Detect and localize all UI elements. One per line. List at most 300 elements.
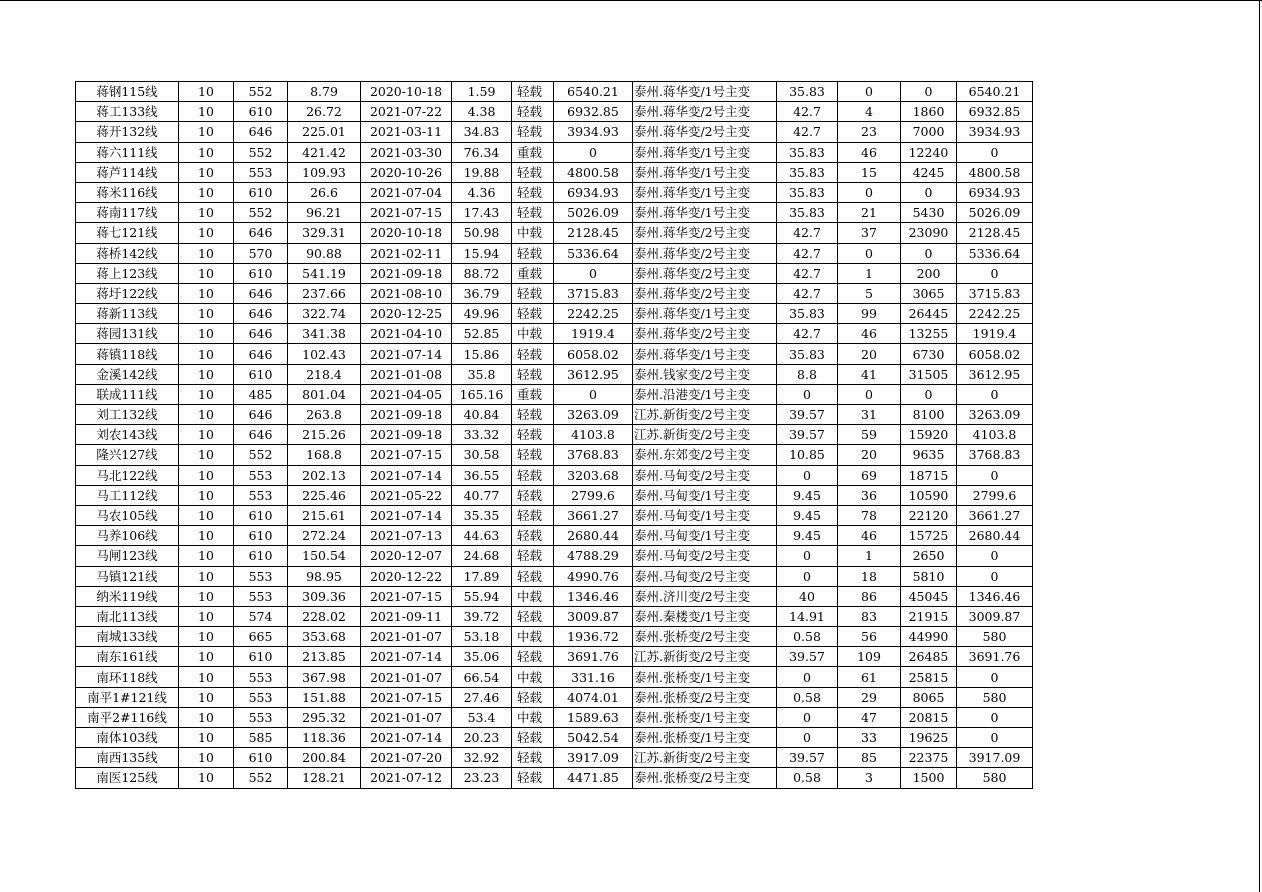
count-cell: 61 (838, 667, 901, 687)
date-cell: 2021-03-11 (361, 122, 452, 142)
rated-current-cell: 553 (234, 162, 288, 182)
count-cell: 29 (838, 687, 901, 707)
max-current-cell: 213.85 (288, 647, 361, 667)
date-cell: 2021-09-18 (361, 263, 452, 283)
substation-transformer-cell: 泰州.沿港变/1号主变 (633, 384, 777, 404)
voltage-cell: 10 (179, 324, 234, 344)
date-cell: 2021-07-20 (361, 748, 452, 768)
available-capacity-cell: 6932.85 (554, 102, 633, 122)
count-cell: 20 (838, 445, 901, 465)
table-row (76, 324, 1033, 344)
transformer-margin-cell: 39.57 (777, 748, 838, 768)
date-cell: 2021-04-10 (361, 324, 452, 344)
available-capacity-cell: 3934.93 (554, 122, 633, 142)
date-cell: 2021-08-10 (361, 283, 452, 303)
count-cell: 59 (838, 425, 901, 445)
rated-current-cell: 552 (234, 82, 288, 102)
line-name-cell: 蒋新113线 (76, 304, 179, 324)
max-current-cell: 215.61 (288, 505, 361, 525)
transformer-margin-cell: 35.83 (777, 344, 838, 364)
load-rate-cell: 30.58 (452, 445, 512, 465)
table-row (76, 606, 1033, 626)
load-status-cell: 轻载 (512, 364, 554, 384)
transformer-margin-cell: 35.83 (777, 203, 838, 223)
rated-current-cell: 610 (234, 182, 288, 202)
date-cell: 2021-07-15 (361, 445, 452, 465)
capacity-cell: 7000 (901, 122, 957, 142)
capacity-cell: 22120 (901, 505, 957, 525)
voltage-cell: 10 (179, 667, 234, 687)
table-body (76, 82, 1033, 789)
count-cell: 37 (838, 223, 901, 243)
count-cell: 23 (838, 122, 901, 142)
rated-current-cell: 610 (234, 647, 288, 667)
count-cell: 69 (838, 465, 901, 485)
date-cell: 2021-09-18 (361, 425, 452, 445)
substation-transformer-cell: 泰州.张桥变/2号主变 (633, 768, 777, 788)
final-capacity-cell: 2242.25 (957, 304, 1033, 324)
max-current-cell: 237.66 (288, 283, 361, 303)
transformer-margin-cell: 42.7 (777, 102, 838, 122)
substation-transformer-cell: 泰州.马甸变/1号主变 (633, 505, 777, 525)
table-row (76, 304, 1033, 324)
voltage-cell: 10 (179, 243, 234, 263)
rated-current-cell: 610 (234, 364, 288, 384)
line-name-cell: 蒋六111线 (76, 142, 179, 162)
count-cell: 86 (838, 586, 901, 606)
line-name-cell: 蒋工133线 (76, 102, 179, 122)
substation-transformer-cell: 泰州.马甸变/2号主变 (633, 465, 777, 485)
voltage-cell: 10 (179, 344, 234, 364)
load-rate-cell: 36.55 (452, 465, 512, 485)
max-current-cell: 215.26 (288, 425, 361, 445)
final-capacity-cell: 3661.27 (957, 505, 1033, 525)
max-current-cell: 225.01 (288, 122, 361, 142)
date-cell: 2021-09-18 (361, 405, 452, 425)
date-cell: 2021-01-08 (361, 364, 452, 384)
available-capacity-cell: 1346.46 (554, 586, 633, 606)
count-cell: 0 (838, 182, 901, 202)
max-current-cell: 218.4 (288, 364, 361, 384)
transformer-margin-cell: 35.83 (777, 162, 838, 182)
line-name-cell: 蒋园131线 (76, 324, 179, 344)
available-capacity-cell: 5026.09 (554, 203, 633, 223)
date-cell: 2021-07-14 (361, 728, 452, 748)
capacity-cell: 4245 (901, 162, 957, 182)
count-cell: 36 (838, 485, 901, 505)
substation-transformer-cell: 江苏.新街变/2号主变 (633, 425, 777, 445)
table-row (76, 586, 1033, 606)
substation-transformer-cell: 泰州.蒋华变/1号主变 (633, 82, 777, 102)
voltage-cell: 10 (179, 364, 234, 384)
available-capacity-cell: 4471.85 (554, 768, 633, 788)
available-capacity-cell: 2128.45 (554, 223, 633, 243)
line-name-cell: 蒋芦114线 (76, 162, 179, 182)
table-row (76, 687, 1033, 707)
line-name-cell: 纳米119线 (76, 586, 179, 606)
max-current-cell: 341.38 (288, 324, 361, 344)
count-cell: 78 (838, 505, 901, 525)
line-name-cell: 马养106线 (76, 526, 179, 546)
load-rate-cell: 55.94 (452, 586, 512, 606)
rated-current-cell: 553 (234, 667, 288, 687)
substation-transformer-cell: 江苏.新街变/2号主变 (633, 748, 777, 768)
load-status-cell: 轻载 (512, 243, 554, 263)
load-status-cell: 轻载 (512, 748, 554, 768)
table-row (76, 203, 1033, 223)
table-row (76, 627, 1033, 647)
load-status-cell: 轻载 (512, 526, 554, 546)
load-status-cell: 轻载 (512, 546, 554, 566)
transformer-margin-cell: 14.91 (777, 606, 838, 626)
count-cell: 109 (838, 647, 901, 667)
load-status-cell: 重载 (512, 142, 554, 162)
substation-transformer-cell: 泰州.蒋华变/2号主变 (633, 122, 777, 142)
voltage-cell: 10 (179, 606, 234, 626)
count-cell: 46 (838, 324, 901, 344)
load-rate-cell: 17.43 (452, 203, 512, 223)
max-current-cell: 98.95 (288, 566, 361, 586)
max-current-cell: 367.98 (288, 667, 361, 687)
available-capacity-cell: 2799.6 (554, 485, 633, 505)
substation-transformer-cell: 泰州.蒋华变/1号主变 (633, 203, 777, 223)
transformer-margin-cell: 10.85 (777, 445, 838, 465)
final-capacity-cell: 0 (957, 707, 1033, 727)
voltage-cell: 10 (179, 485, 234, 505)
substation-transformer-cell: 泰州.张桥变/1号主变 (633, 667, 777, 687)
count-cell: 46 (838, 142, 901, 162)
voltage-cell: 10 (179, 142, 234, 162)
capacity-cell: 2650 (901, 546, 957, 566)
load-status-cell: 轻载 (512, 505, 554, 525)
load-rate-cell: 15.86 (452, 344, 512, 364)
table-row (76, 667, 1033, 687)
available-capacity-cell: 6540.21 (554, 82, 633, 102)
date-cell: 2020-10-26 (361, 162, 452, 182)
voltage-cell: 10 (179, 283, 234, 303)
table-row (76, 102, 1033, 122)
date-cell: 2021-07-15 (361, 687, 452, 707)
max-current-cell: 109.93 (288, 162, 361, 182)
final-capacity-cell: 4103.8 (957, 425, 1033, 445)
final-capacity-cell: 0 (957, 728, 1033, 748)
date-cell: 2021-07-15 (361, 203, 452, 223)
voltage-cell: 10 (179, 546, 234, 566)
load-rate-cell: 35.35 (452, 505, 512, 525)
date-cell: 2021-07-22 (361, 102, 452, 122)
count-cell: 41 (838, 364, 901, 384)
count-cell: 18 (838, 566, 901, 586)
transformer-margin-cell: 0.58 (777, 627, 838, 647)
page-top-border (0, 0, 1262, 1)
capacity-cell: 1500 (901, 768, 957, 788)
substation-transformer-cell: 泰州.张桥变/1号主变 (633, 728, 777, 748)
capacity-cell: 1860 (901, 102, 957, 122)
transformer-margin-cell: 40 (777, 586, 838, 606)
available-capacity-cell: 3009.87 (554, 606, 633, 626)
voltage-cell: 10 (179, 223, 234, 243)
available-capacity-cell: 6934.93 (554, 182, 633, 202)
transformer-margin-cell: 0.58 (777, 687, 838, 707)
count-cell: 56 (838, 627, 901, 647)
available-capacity-cell: 3917.09 (554, 748, 633, 768)
max-current-cell: 26.72 (288, 102, 361, 122)
load-status-cell: 中载 (512, 223, 554, 243)
max-current-cell: 801.04 (288, 384, 361, 404)
final-capacity-cell: 3768.83 (957, 445, 1033, 465)
load-rate-cell: 15.94 (452, 243, 512, 263)
available-capacity-cell: 3203.68 (554, 465, 633, 485)
transformer-margin-cell: 35.83 (777, 142, 838, 162)
table-row (76, 122, 1033, 142)
rated-current-cell: 646 (234, 344, 288, 364)
max-current-cell: 228.02 (288, 606, 361, 626)
table-row (76, 142, 1033, 162)
load-status-cell: 轻载 (512, 647, 554, 667)
load-status-cell: 轻载 (512, 566, 554, 586)
line-name-cell: 隆兴127线 (76, 445, 179, 465)
available-capacity-cell: 5042.54 (554, 728, 633, 748)
substation-transformer-cell: 泰州.蒋华变/2号主变 (633, 263, 777, 283)
final-capacity-cell: 1346.46 (957, 586, 1033, 606)
line-name-cell: 南医125线 (76, 768, 179, 788)
capacity-cell: 8100 (901, 405, 957, 425)
count-cell: 4 (838, 102, 901, 122)
capacity-cell: 15920 (901, 425, 957, 445)
load-status-cell: 中载 (512, 324, 554, 344)
date-cell: 2021-07-13 (361, 526, 452, 546)
voltage-cell: 10 (179, 445, 234, 465)
available-capacity-cell: 3691.76 (554, 647, 633, 667)
line-name-cell: 马工112线 (76, 485, 179, 505)
available-capacity-cell: 4103.8 (554, 425, 633, 445)
table-row (76, 728, 1033, 748)
capacity-cell: 0 (901, 82, 957, 102)
load-rate-cell: 35.8 (452, 364, 512, 384)
date-cell: 2020-10-18 (361, 82, 452, 102)
substation-transformer-cell: 泰州.蒋华变/2号主变 (633, 102, 777, 122)
load-rate-cell: 53.4 (452, 707, 512, 727)
transformer-margin-cell: 39.57 (777, 425, 838, 445)
voltage-cell: 10 (179, 566, 234, 586)
table-row (76, 546, 1033, 566)
transformer-margin-cell: 35.83 (777, 304, 838, 324)
count-cell: 0 (838, 82, 901, 102)
capacity-cell: 12240 (901, 142, 957, 162)
transformer-margin-cell: 9.45 (777, 526, 838, 546)
load-status-cell: 中载 (512, 707, 554, 727)
capacity-cell: 25815 (901, 667, 957, 687)
substation-transformer-cell: 泰州.钱家变/2号主变 (633, 364, 777, 384)
final-capacity-cell: 6540.21 (957, 82, 1033, 102)
voltage-cell: 10 (179, 748, 234, 768)
count-cell: 15 (838, 162, 901, 182)
load-rate-cell: 19.88 (452, 162, 512, 182)
available-capacity-cell: 3661.27 (554, 505, 633, 525)
rated-current-cell: 646 (234, 122, 288, 142)
rated-current-cell: 552 (234, 203, 288, 223)
table-row (76, 768, 1033, 788)
substation-transformer-cell: 泰州.蒋华变/2号主变 (633, 223, 777, 243)
line-name-cell: 南环118线 (76, 667, 179, 687)
voltage-cell: 10 (179, 647, 234, 667)
load-rate-cell: 36.79 (452, 283, 512, 303)
transformer-margin-cell: 35.83 (777, 82, 838, 102)
line-name-cell: 南东161线 (76, 647, 179, 667)
count-cell: 5 (838, 283, 901, 303)
capacity-cell: 13255 (901, 324, 957, 344)
line-name-cell: 蒋桥142线 (76, 243, 179, 263)
voltage-cell: 10 (179, 505, 234, 525)
available-capacity-cell: 5336.64 (554, 243, 633, 263)
rated-current-cell: 646 (234, 223, 288, 243)
substation-transformer-cell: 泰州.马甸变/1号主变 (633, 526, 777, 546)
load-rate-cell: 23.23 (452, 768, 512, 788)
substation-transformer-cell: 泰州.蒋华变/1号主变 (633, 304, 777, 324)
capacity-cell: 26485 (901, 647, 957, 667)
max-current-cell: 309.36 (288, 586, 361, 606)
capacity-cell: 22375 (901, 748, 957, 768)
table-row (76, 707, 1033, 727)
capacity-cell: 10590 (901, 485, 957, 505)
load-rate-cell: 1.59 (452, 82, 512, 102)
count-cell: 85 (838, 748, 901, 768)
table-row (76, 263, 1033, 283)
max-current-cell: 96.21 (288, 203, 361, 223)
load-status-cell: 轻载 (512, 728, 554, 748)
line-name-cell: 马闸123线 (76, 546, 179, 566)
load-status-cell: 轻载 (512, 122, 554, 142)
count-cell: 0 (838, 243, 901, 263)
table-row (76, 82, 1033, 102)
line-name-cell: 蒋米116线 (76, 182, 179, 202)
line-name-cell: 南西135线 (76, 748, 179, 768)
load-status-cell: 轻载 (512, 203, 554, 223)
final-capacity-cell: 0 (957, 142, 1033, 162)
rated-current-cell: 553 (234, 586, 288, 606)
load-status-cell: 轻载 (512, 304, 554, 324)
available-capacity-cell: 3612.95 (554, 364, 633, 384)
max-current-cell: 90.88 (288, 243, 361, 263)
table-row (76, 505, 1033, 525)
final-capacity-cell: 2680.44 (957, 526, 1033, 546)
available-capacity-cell: 331.16 (554, 667, 633, 687)
max-current-cell: 263.8 (288, 405, 361, 425)
capacity-cell: 5810 (901, 566, 957, 586)
load-rate-cell: 39.72 (452, 606, 512, 626)
date-cell: 2021-07-14 (361, 344, 452, 364)
final-capacity-cell: 3691.76 (957, 647, 1033, 667)
rated-current-cell: 553 (234, 465, 288, 485)
load-rate-cell: 20.23 (452, 728, 512, 748)
rated-current-cell: 610 (234, 263, 288, 283)
final-capacity-cell: 4800.58 (957, 162, 1033, 182)
line-name-cell: 南平1#121线 (76, 687, 179, 707)
table-row (76, 485, 1033, 505)
capacity-cell: 18715 (901, 465, 957, 485)
final-capacity-cell: 3009.87 (957, 606, 1033, 626)
final-capacity-cell: 2128.45 (957, 223, 1033, 243)
date-cell: 2021-07-15 (361, 586, 452, 606)
transformer-margin-cell: 42.7 (777, 324, 838, 344)
voltage-cell: 10 (179, 162, 234, 182)
substation-transformer-cell: 泰州.蒋华变/1号主变 (633, 142, 777, 162)
load-rate-cell: 35.06 (452, 647, 512, 667)
capacity-cell: 31505 (901, 364, 957, 384)
line-name-cell: 刘农143线 (76, 425, 179, 445)
substation-transformer-cell: 泰州.张桥变/1号主变 (633, 707, 777, 727)
transformer-margin-cell: 42.7 (777, 263, 838, 283)
transformer-margin-cell: 0 (777, 707, 838, 727)
load-status-cell: 轻载 (512, 82, 554, 102)
table-row (76, 748, 1033, 768)
line-name-cell: 南平2#116线 (76, 707, 179, 727)
transformer-margin-cell: 0 (777, 465, 838, 485)
line-name-cell: 马北122线 (76, 465, 179, 485)
load-status-cell: 轻载 (512, 102, 554, 122)
voltage-cell: 10 (179, 102, 234, 122)
count-cell: 83 (838, 606, 901, 626)
capacity-cell: 20815 (901, 707, 957, 727)
voltage-cell: 10 (179, 182, 234, 202)
rated-current-cell: 553 (234, 707, 288, 727)
load-rate-cell: 17.89 (452, 566, 512, 586)
available-capacity-cell: 6058.02 (554, 344, 633, 364)
load-status-cell: 中载 (512, 586, 554, 606)
date-cell: 2021-07-12 (361, 768, 452, 788)
load-rate-cell: 33.32 (452, 425, 512, 445)
transformer-margin-cell: 9.45 (777, 505, 838, 525)
final-capacity-cell: 3263.09 (957, 405, 1033, 425)
load-status-cell: 中载 (512, 667, 554, 687)
line-name-cell: 联成111线 (76, 384, 179, 404)
load-status-cell: 轻载 (512, 485, 554, 505)
load-rate-cell: 32.92 (452, 748, 512, 768)
count-cell: 31 (838, 405, 901, 425)
available-capacity-cell: 4788.29 (554, 546, 633, 566)
count-cell: 99 (838, 304, 901, 324)
load-rate-cell: 53.18 (452, 627, 512, 647)
voltage-cell: 10 (179, 425, 234, 445)
table-row (76, 182, 1033, 202)
date-cell: 2021-04-05 (361, 384, 452, 404)
available-capacity-cell: 1936.72 (554, 627, 633, 647)
table-row (76, 445, 1033, 465)
max-current-cell: 541.19 (288, 263, 361, 283)
substation-transformer-cell: 泰州.马甸变/2号主变 (633, 566, 777, 586)
load-rate-cell: 66.54 (452, 667, 512, 687)
substation-transformer-cell: 泰州.蒋华变/1号主变 (633, 162, 777, 182)
table-row (76, 344, 1033, 364)
count-cell: 1 (838, 546, 901, 566)
load-status-cell: 轻载 (512, 425, 554, 445)
final-capacity-cell: 5026.09 (957, 203, 1033, 223)
transformer-margin-cell: 0 (777, 546, 838, 566)
load-status-cell: 中载 (512, 627, 554, 647)
rated-current-cell: 553 (234, 566, 288, 586)
line-name-cell: 金溪142线 (76, 364, 179, 384)
capacity-cell: 44990 (901, 627, 957, 647)
rated-current-cell: 553 (234, 485, 288, 505)
load-rate-cell: 44.63 (452, 526, 512, 546)
max-current-cell: 151.88 (288, 687, 361, 707)
voltage-cell: 10 (179, 526, 234, 546)
capacity-cell: 15725 (901, 526, 957, 546)
transformer-margin-cell: 35.83 (777, 182, 838, 202)
load-rate-cell: 4.36 (452, 182, 512, 202)
transformer-margin-cell: 0 (777, 728, 838, 748)
rated-current-cell: 570 (234, 243, 288, 263)
